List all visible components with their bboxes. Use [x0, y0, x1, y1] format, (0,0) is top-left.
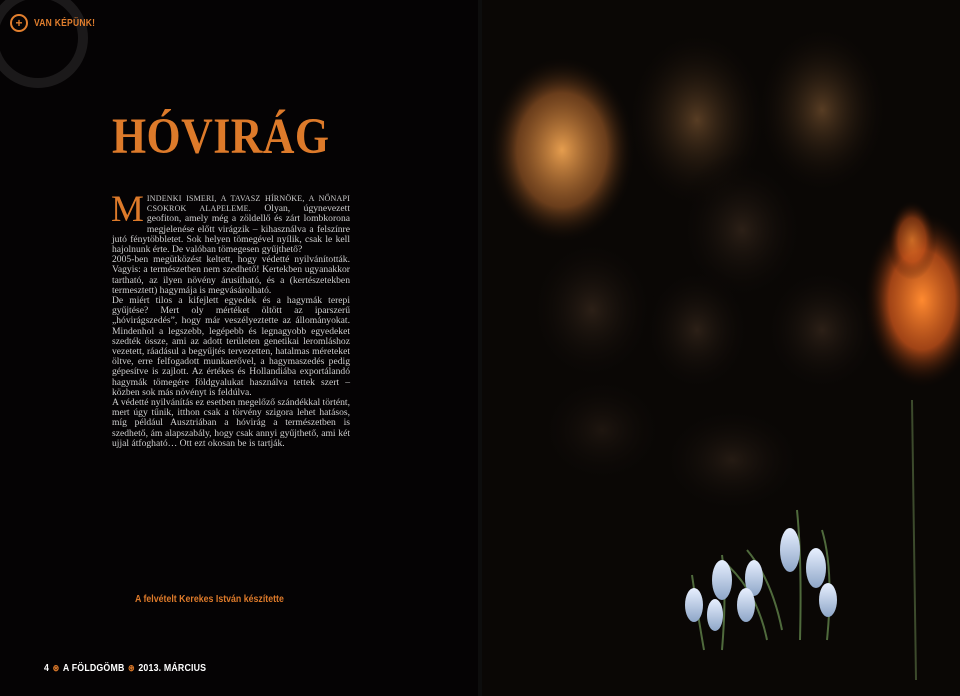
snowdrop-photo-image [482, 0, 960, 696]
paragraph-3: De miért tilos a kifejlett egyedek és a hagymák terepi gyűjtése? Mert oly mértéket öltött az iparszerű „hóvirágszedés”, hogy már veszélyeztette az állományokat. Mindenhol a legszebb, legépebb és legnagyobb egyedeket szedték össze, ami az adott területen genetikai leromláshoz vezetett, ráadásul a begyűjtés tervezetten, hatalmas méreteket öltve, erre felfogadott munkaerővel, a hagymaszedés pedig gépesítve is zajlott. Az értékes és Hollandiába exportálandó hagymák tömegére földgyalukat használva tettek szert – közben sok más növényt is feldúlva. [112, 295, 350, 398]
magazine-name: A FÖLDGÖMB [62, 663, 125, 674]
snowdrop-photo [482, 0, 960, 696]
section-badge [10, 14, 106, 32]
footer-separator-icon: ⊛ [128, 663, 135, 673]
photo-credit: A felvételt Kerekes István készítette [135, 594, 284, 605]
issue-date: 2013. MÁRCIUS [138, 663, 207, 674]
paragraph-2: 2005-ben megütközést keltett, hogy védetté nyilvánították. Vagyis: a természetben nem szedhető! Kertekben ugyanakkor tartható, az ilyen növény árusítható, és a (kertészetekben termesztett) hagymája is megvásárolható. [112, 254, 350, 296]
lead-in-caps: INDENKI ISMERI, A TAVASZ HÍRNÖKE, A NŐNAPI CSOKROK ALAPELEME. [146, 194, 350, 214]
badge-decorative-ring [0, 0, 88, 88]
drop-cap: M [111, 189, 144, 230]
article-title: HÓVIRÁG [112, 109, 330, 165]
plus-circle-icon: + [10, 14, 28, 32]
page-footer [44, 663, 206, 674]
paragraph-1 [111, 189, 350, 256]
paragraph-4: A védetté nyilvánítás ez esetben megelőző szándékkal történt, mert úgy tűnik, itthon csak a törvény szigora lehet hatásos, míg például Ausztriában a hóvirág a természetben is szedhető, ám alapszabály, hogy csak annyi gyűjthető, ami két ujjal átfogható… Ott ezt okosan be is tartják. [112, 397, 350, 449]
badge-label: VAN KÉPÜNK! [34, 17, 96, 29]
page-number: 4 [44, 663, 50, 674]
article-body [111, 189, 350, 449]
paragraph-1-text: Olyan, úgynevezett geofiton, amely még a zöldellő és zárt lombkorona megjelenése előtt virágzik – kihasználva a felszínre jutó fénytöbbletet. Sok helyen tömegével nyílik, csak le kell hajolnunk érte. De valóban tömegesen gyűjthető? [112, 203, 350, 256]
footer-separator-icon: ⊛ [52, 663, 60, 673]
